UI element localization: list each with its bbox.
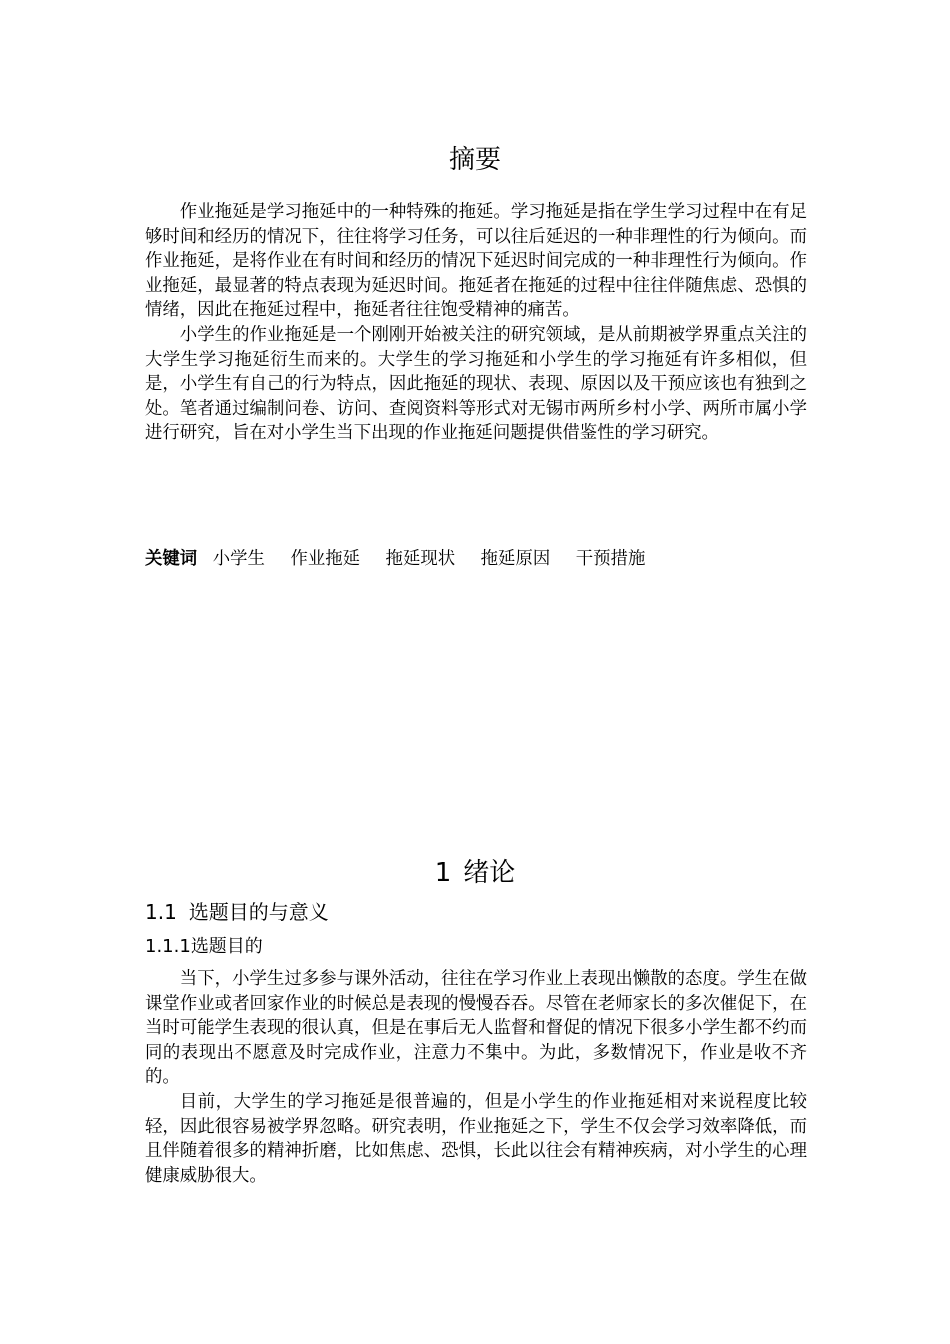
section-number: 1.1: [145, 900, 177, 924]
body-paragraph-1: 当下，小学生过多参与课外活动，往往在学习作业上表现出懒散的态度。学生在做课堂作业或者回家作业的时候总是表现的慢慢吞吞。尽管在老师家长的多次催促下，在当时可能学生表现的很认真，但是在事后无人监督和督促的情况下很多小学生都不约而同的表现出不愿意及时完成作业，注意力不集中。为此，多数情况下，作业是收不齐的。: [145, 969, 807, 1088]
keyword-item: 小学生: [212, 549, 265, 569]
abstract-body: [145, 200, 807, 446]
abstract-paragraph-1: 作业拖延是学习拖延中的一种特殊的拖延。学习拖延是指在学生学习过程中在有足够时间和经历的情况下，往往将学习任务，可以往后延迟的一种非理性的行为倾向。而作业拖延，是将作业在有时间和经历的情况下延迟时间完成的一种非理性行为倾向。作业拖延，最显著的特点表现为延迟时间。拖延者在拖延的过程中往往伴随焦虑、恐惧的情绪，因此在拖延过程中，拖延者往往饱受精神的痛苦。: [145, 202, 807, 321]
subsection-title: 选题目的: [190, 936, 263, 957]
keyword-item: 拖延现状: [385, 549, 456, 569]
section-heading: [145, 897, 329, 927]
keywords-label: 关键词: [145, 549, 198, 569]
chapter-heading: [0, 854, 950, 892]
section-title: 选题目的与意义: [188, 900, 329, 924]
subsection-number: 1.1.1: [145, 936, 191, 957]
abstract-title: 摘要: [448, 145, 501, 175]
chapter-title: 绪论: [463, 858, 516, 888]
subsection-heading: [145, 933, 263, 961]
body-paragraph-2: 目前，大学生的学习拖延是很普遍的，但是小学生的作业拖延相对来说程度比较轻，因此很容易被学界忽略。研究表明，作业拖延之下，学生不仅会学习效率降低，而且伴随着很多的精神折磨，比如焦虑、恐惧，长此以往会有精神疾病，对小学生的心理健康威胁很大。: [145, 1091, 807, 1186]
subsection-body: [145, 967, 807, 1188]
chapter-number: 1: [434, 858, 452, 888]
keyword-item: 干预措施: [575, 549, 646, 569]
keyword-item: 作业拖延: [290, 549, 361, 569]
keyword-item: 拖延原因: [480, 549, 551, 569]
keywords-line: [145, 546, 807, 572]
abstract-paragraph-2: 小学生的作业拖延是一个刚刚开始被关注的研究领域，是从前期被学界重点关注的大学生学习拖延衍生而来的。大学生的学习拖延和小学生的学习拖延有许多相似，但是，小学生有自己的行为特点，因此拖延的现状、表现、原因以及干预应该也有独到之处。笔者通过编制问卷、访问、查阅资料等形式对无锡市两所乡村小学、两所市属小学进行研究，旨在对小学生当下出现的作业拖延问题提供借鉴性的学习研究。: [145, 324, 807, 444]
